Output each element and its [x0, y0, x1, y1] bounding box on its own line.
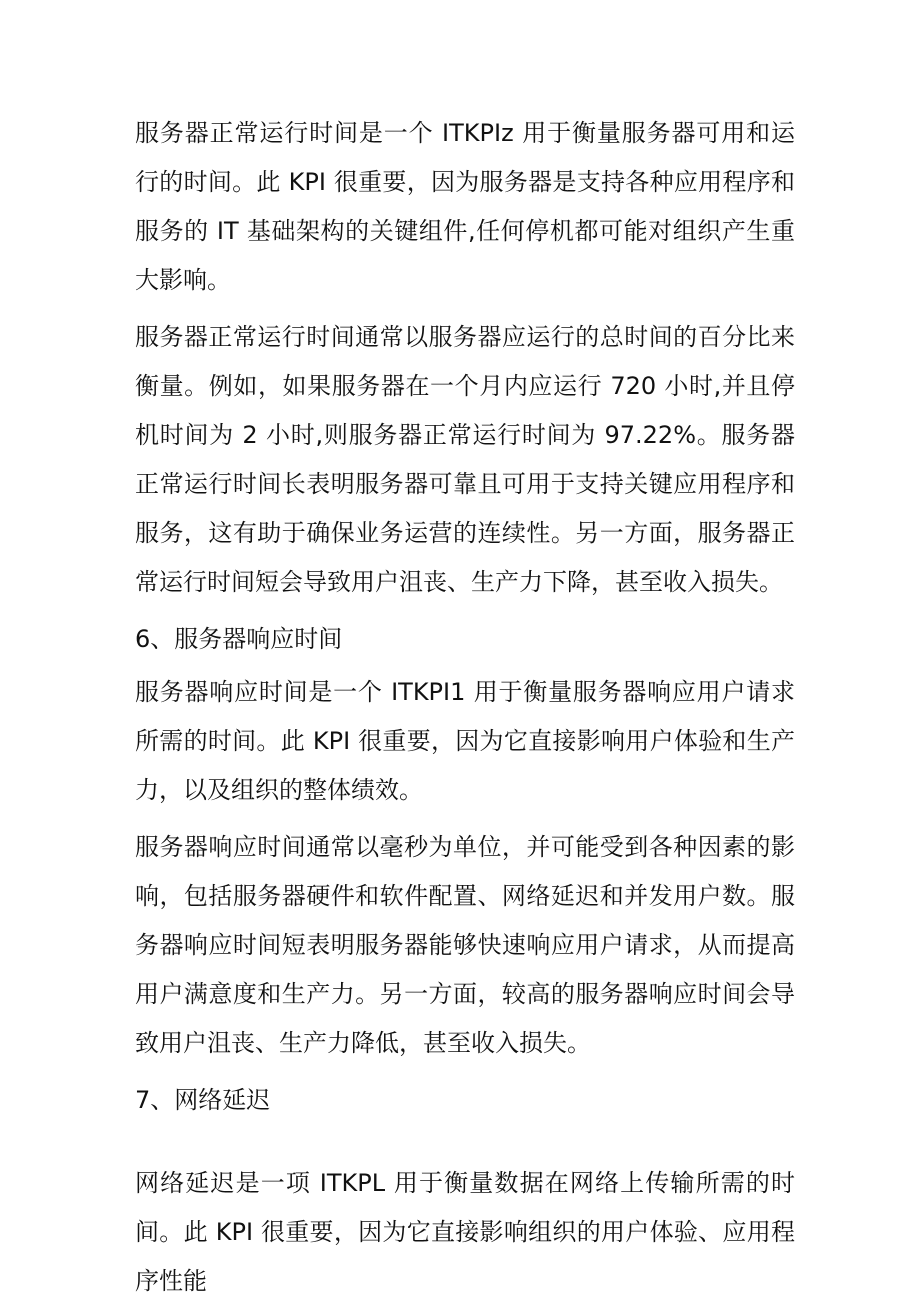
paragraph-response-time-measurement: 服务器响应时间通常以毫秒为单位，并可能受到各种因素的影响，包括服务器硬件和软件配置、网络延迟和并发用户数。服务器响应时间短表明服务器能够快速响应用户请求，从而提高用户满意度和生产力。另一方面，较高的服务器响应时间会导致用户沮丧、生产力降低，甚至收入损失。 [135, 833, 795, 1057]
paragraph-uptime-measurement: 服务器正常运行时间通常以服务器应运行的总时间的百分比来衡量。例如，如果服务器在一个月内应运行 720 小时,并且停机时间为 2 小时,则服务器正常运行时间为 97.22%。服务器正常运行时间长表明服务器可靠且可用于支持关键应用程序和服务，这有助于确保业务运营的连续性。另一方面，服务器正常运行时间短会导致用户沮丧、生产力下降，甚至收入损失。 [135, 323, 795, 596]
paragraph-response-time-definition: 服务器响应时间是一个 ITKPI1 用于衡量服务器响应用户请求所需的时间。此 KPI 很重要，因为它直接影响用户体验和生产力，以及组织的整体绩效。 [135, 678, 795, 804]
section-heading-network-latency: 7、网络延迟 [135, 1086, 271, 1114]
document-body [135, 109, 795, 1306]
section-heading-response-time: 6、服务器响应时间 [135, 625, 343, 653]
paragraph-uptime-definition: 服务器正常运行时间是一个 ITKPIz 用于衡量服务器可用和运行的时间。此 KPI 很重要，因为服务器是支持各种应用程序和服务的 IT 基础架构的关键组件,任何停机都可能对组织产生重大影响。 [135, 119, 795, 294]
paragraph-network-latency-definition: 网络延迟是一项 ITKPL 用于衡量数据在网络上传输所需的时间。此 KPI 很重要，因为它直接影响组织的用户体验、应用程序性能 [135, 1169, 795, 1295]
